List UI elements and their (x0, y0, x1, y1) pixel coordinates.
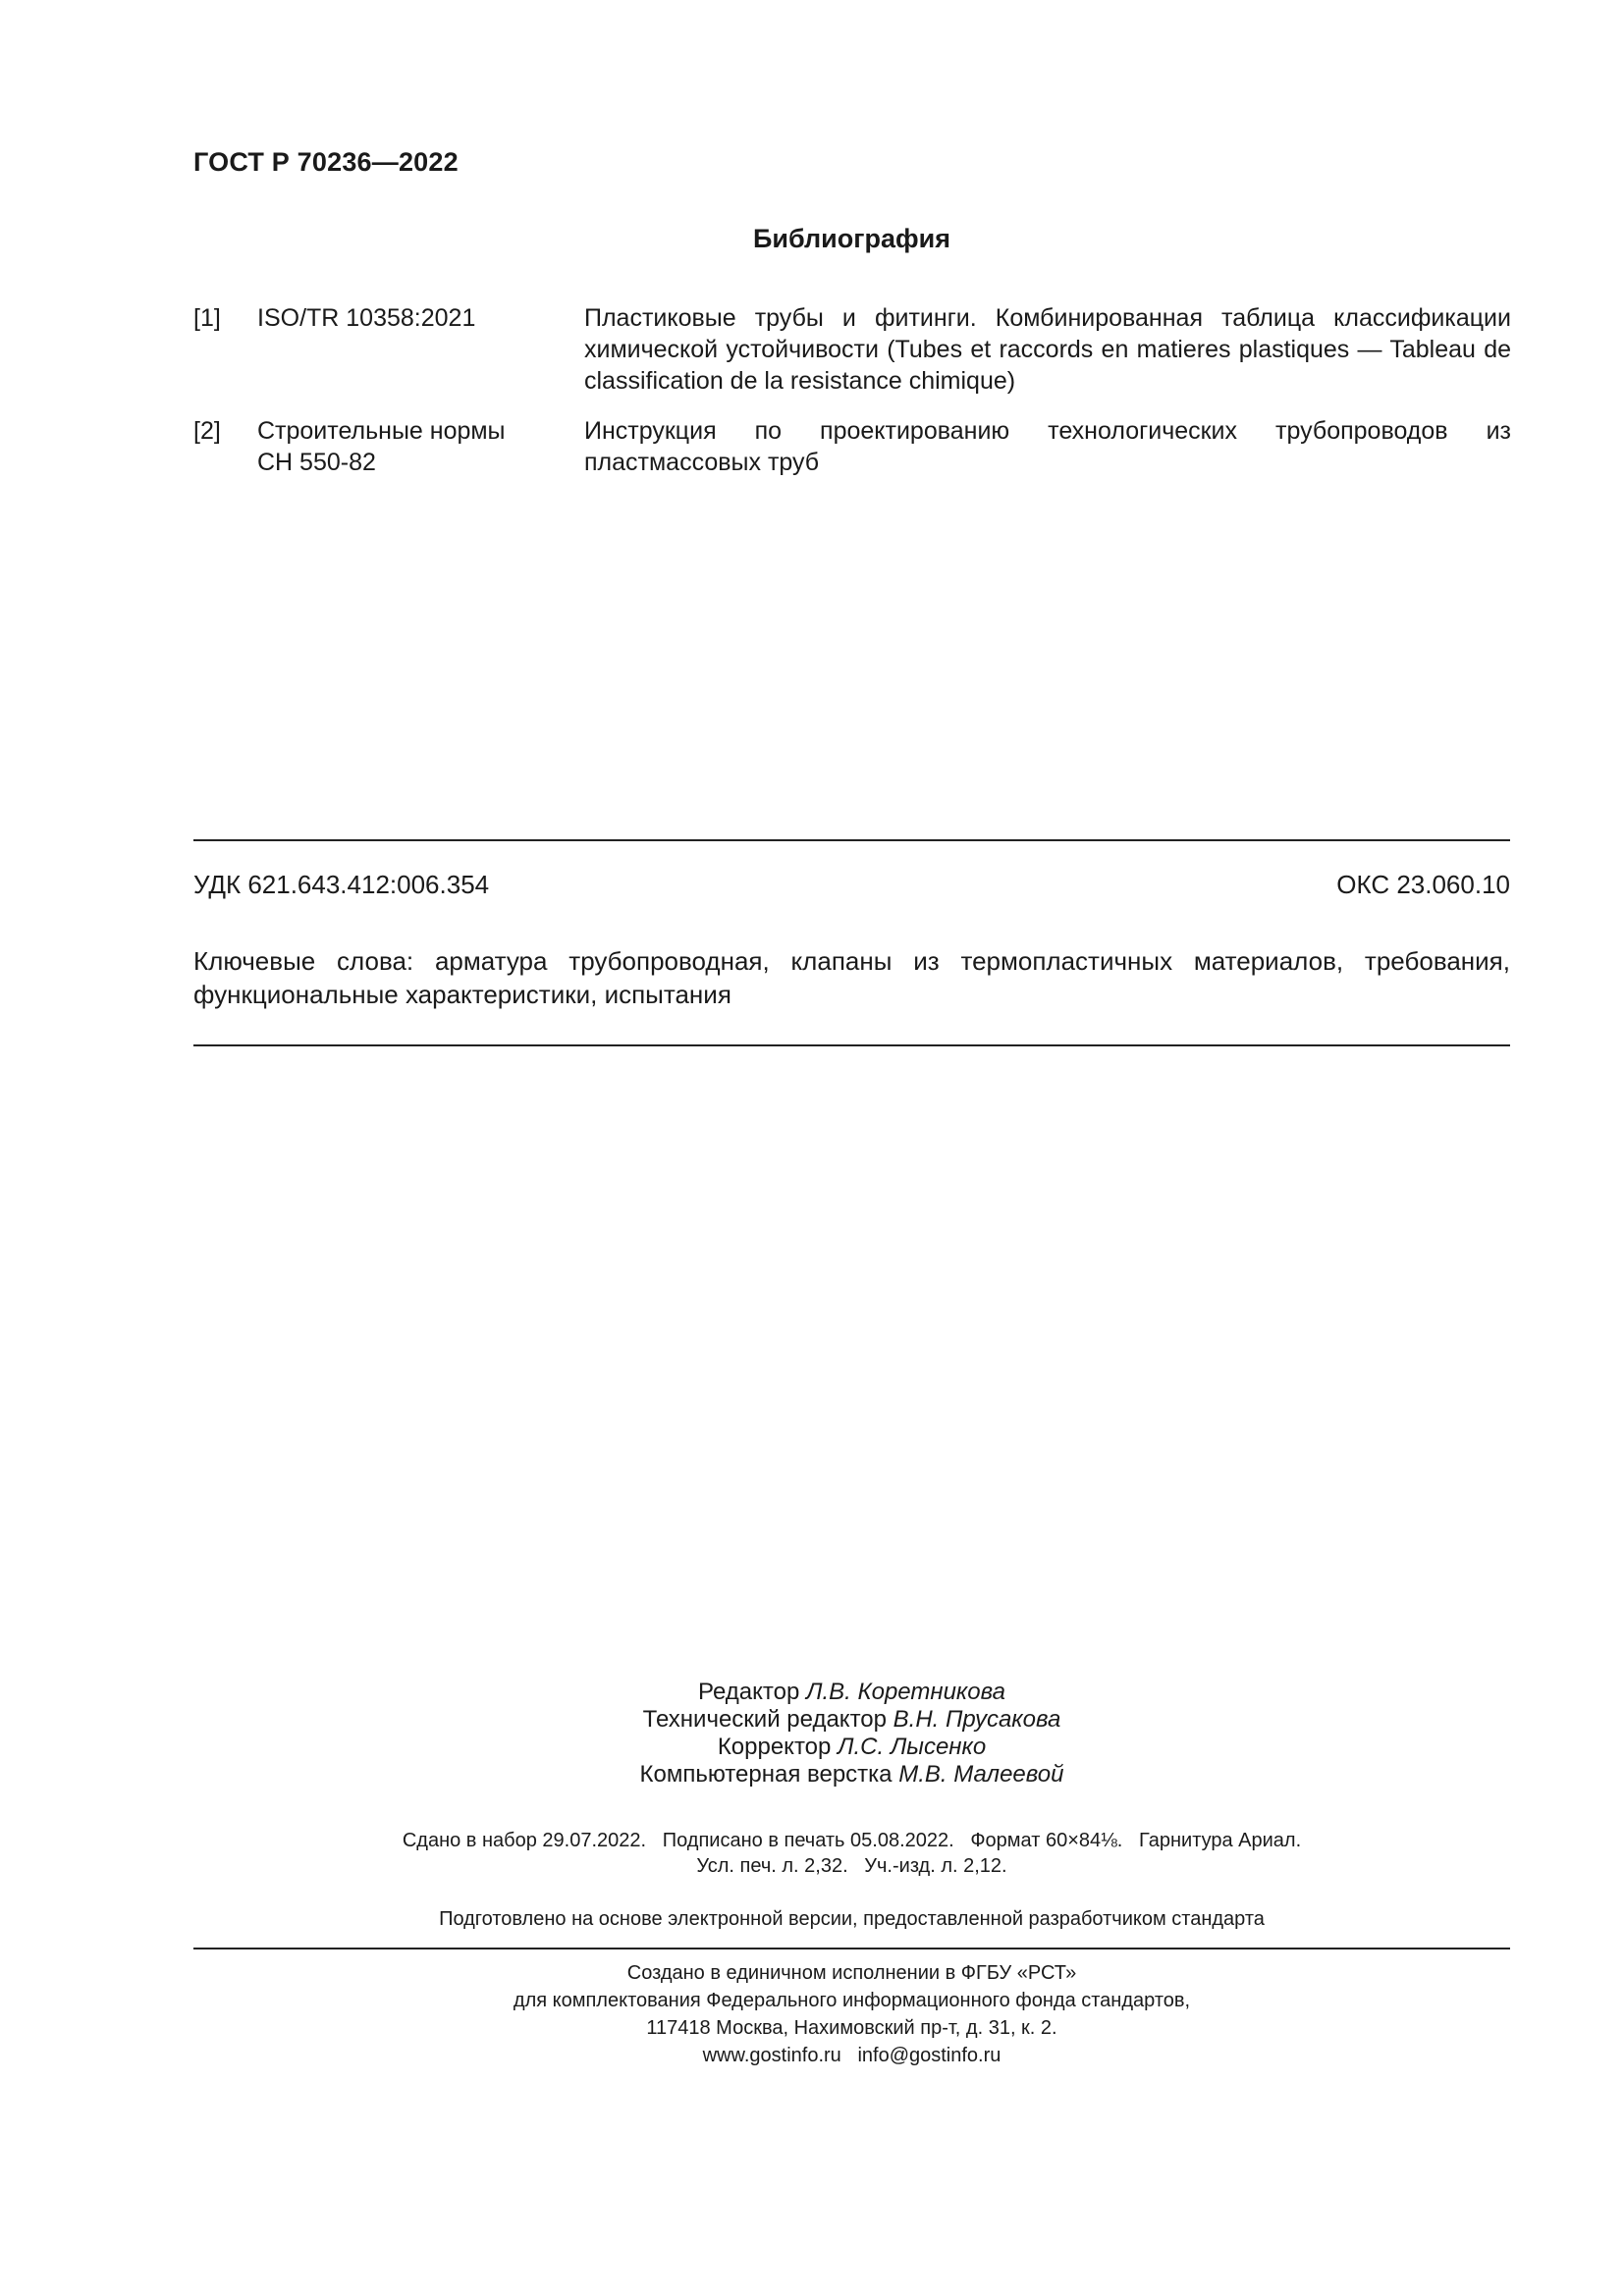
divider-bottom (193, 1044, 1510, 1046)
ref-source (257, 415, 552, 478)
credit-person: М.В. Малеевой (898, 1761, 1064, 1788)
credit-corrector (0, 1734, 1624, 1761)
credit-role: Редактор (698, 1679, 800, 1705)
imprint-line-1: Создано в единичном исполнении в ФГБУ «РСТ» (626, 1962, 1077, 1984)
credit-tech-editor (0, 1706, 1624, 1734)
credit-person: Л.С. Лысенко (838, 1734, 987, 1760)
bibliography-title: Библиография (753, 224, 950, 253)
divider-imprint (193, 1948, 1510, 1949)
credit-person: Л.В. Коретникова (806, 1679, 1005, 1705)
imprint-line-4: www.gostinfo.ru info@gostinfo.ru (702, 2045, 1001, 2066)
imprint-line-2: для комплектования Федерального информационного фонда стандартов, (513, 1990, 1191, 2011)
credit-role: Корректор (717, 1734, 832, 1760)
ref-source: ISO/TR 10358:2021 (257, 304, 476, 332)
document-id: ГОСТ Р 70236—2022 (193, 147, 459, 177)
credit-role: Технический редактор (642, 1706, 887, 1733)
ref-number: [2] (193, 417, 221, 445)
ref-source-line-2: СН 550-82 (257, 449, 376, 476)
ref-description: Инструкция по проектированию технологических трубопроводов из пластмассовых труб (584, 417, 1511, 476)
keywords-line-2: функциональные характеристики, испытания (193, 980, 731, 1009)
imprint-line-3: 117418 Москва, Нахимовский пр-т, д. 31, к. 2. (646, 2017, 1057, 2039)
ref-number: [1] (193, 304, 221, 332)
print-info (0, 1828, 1624, 1879)
print-info-line-2: Усл. печ. л. 2,32. Уч.-изд. л. 2,12. (696, 1855, 1007, 1877)
credit-person: В.Н. Прусакова (893, 1706, 1061, 1733)
prepared-note: Подготовлено на основе электронной версии, предоставленной разработчиком стандарта (439, 1908, 1265, 1930)
divider-top (193, 839, 1510, 841)
ref-description: Пластиковые трубы и фитинги. Комбинированная таблица классификации химической устойчивости (Tubes et raccords en matieres plastiques — Tableau de classification de la resistance chimique) (584, 304, 1511, 395)
credit-role: Компьютерная верстка (639, 1761, 893, 1788)
credit-editor (0, 1679, 1624, 1706)
credit-layout (0, 1761, 1624, 1789)
print-info-line-1: Сдано в набор 29.07.2022. Подписано в печать 05.08.2022. Формат 60×84⅛. Гарнитура Ариал. (402, 1830, 1302, 1851)
keywords-line-1: Ключевые слова: арматура трубопроводная, клапаны из термопластичных материалов, требования, (193, 946, 1510, 976)
keywords (193, 944, 1510, 1011)
oks-code: ОКС 23.060.10 (1336, 870, 1510, 899)
credits-block (0, 1679, 1624, 1789)
ref-source-line-1: Строительные нормы (257, 417, 506, 445)
imprint-block (0, 1959, 1624, 2069)
udk-code: УДК 621.643.412:006.354 (193, 870, 490, 899)
